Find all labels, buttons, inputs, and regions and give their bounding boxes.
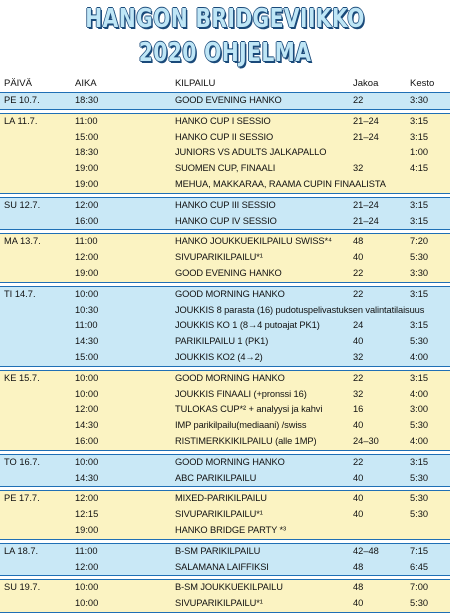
time-cell: 19:00	[75, 163, 99, 174]
day-block	[0, 233, 450, 282]
deals-cell: 40	[353, 509, 364, 520]
duration-cell: 5:30	[410, 472, 429, 483]
table-row	[0, 161, 450, 177]
table-row	[0, 455, 450, 471]
event-cell: TULOKAS CUP*² + analyysi ja kahvi	[175, 404, 323, 415]
day-label: MA 13.7.	[4, 236, 41, 247]
table-row	[0, 114, 450, 130]
table-row	[0, 266, 450, 282]
event-cell: HANKO JOUKKUEKILPAILU SWISS*⁴	[175, 236, 332, 247]
event-cell: HANKO CUP IV SESSIO	[175, 215, 277, 226]
event-cell: SIVUPARIKILPAILU*¹	[175, 252, 263, 263]
duration-cell: 3:15	[410, 199, 429, 210]
day-block	[0, 92, 450, 110]
table-row	[0, 318, 450, 334]
table-row	[0, 214, 450, 230]
duration-cell: 5:30	[410, 252, 429, 263]
duration-cell: 5:30	[410, 598, 429, 609]
event-cell: JOUKKIS 8 parasta (16) pudotuspelivastuksen valintatilaisuus	[175, 304, 425, 315]
day-block	[0, 454, 450, 488]
event-cell: GOOD EVENING HANKO	[175, 267, 282, 278]
table-row	[0, 523, 450, 539]
time-cell: 12:00	[75, 404, 99, 415]
time-cell: 19:00	[75, 267, 99, 278]
deals-cell: 40	[353, 252, 364, 263]
deals-cell: 48	[353, 236, 364, 247]
table-row	[0, 234, 450, 250]
day-label: PE 17.7.	[4, 493, 40, 504]
event-cell: HANKO CUP II SESSIO	[175, 131, 274, 142]
deals-cell: 21–24	[353, 215, 379, 226]
deals-cell: 22	[353, 95, 364, 105]
event-cell: GOOD MORNING HANKO	[175, 456, 285, 467]
time-cell: 11:00	[75, 236, 98, 247]
day-label: KE 15.7.	[4, 372, 40, 383]
title-line-2: 2020 OHJELMA	[138, 38, 312, 68]
deals-cell: 40	[353, 420, 364, 431]
deals-cell: 40	[353, 472, 364, 483]
duration-cell: 5:30	[410, 420, 429, 431]
table-row	[0, 491, 450, 507]
table-row	[0, 596, 450, 612]
duration-cell: 6:45	[410, 561, 429, 572]
time-cell: 10:00	[75, 388, 99, 399]
deals-cell: 21–24	[353, 115, 379, 126]
table-row	[0, 418, 450, 434]
table-row	[0, 303, 450, 319]
table-row	[0, 544, 450, 560]
deals-cell: 48	[353, 582, 364, 593]
deals-cell: 32	[353, 163, 364, 174]
event-cell: SUOMEN CUP, FINAALI	[175, 163, 276, 174]
time-cell: 10:30	[75, 304, 99, 315]
event-cell: RISTIMERKKIKILPAILU (alle 1MP)	[175, 435, 317, 446]
event-cell: SALAMANA LAIFFIKSI	[175, 561, 269, 572]
duration-cell: 5:30	[410, 509, 429, 520]
day-label: LA 18.7.	[4, 545, 39, 556]
table-row	[0, 434, 450, 450]
time-cell: 14:30	[75, 420, 99, 431]
deals-cell: 22	[353, 267, 364, 278]
table-row	[0, 471, 450, 487]
duration-cell: 5:30	[410, 493, 429, 504]
table-row	[0, 387, 450, 403]
time-cell: 10:00	[75, 372, 99, 383]
table-row	[0, 580, 450, 596]
day-block	[0, 490, 450, 539]
time-cell: 18:30	[75, 95, 99, 105]
deals-cell: 48	[353, 561, 364, 572]
time-cell: 10:00	[75, 582, 99, 593]
duration-cell: 1:00	[410, 147, 429, 158]
header-day: PÄIVÄ	[4, 78, 32, 89]
day-label: LA 11.7.	[4, 115, 38, 126]
time-cell: 12:00	[75, 493, 99, 504]
duration-cell: 4:00	[410, 388, 429, 399]
duration-cell: 4:00	[410, 351, 429, 362]
table-row	[0, 93, 450, 109]
table-row	[0, 177, 450, 193]
time-cell: 15:00	[75, 351, 99, 362]
event-cell: GOOD MORNING HANKO	[175, 288, 285, 299]
table-row	[0, 350, 450, 366]
deals-cell: 22	[353, 456, 364, 467]
duration-cell: 3:15	[410, 215, 429, 226]
event-cell: JOUKKIS KO 1 (8→4 putoajat PK1)	[175, 320, 320, 331]
deals-cell: 40	[353, 336, 364, 347]
time-cell: 12:00	[75, 561, 99, 572]
event-cell: SIVUPARIKILPAILU*¹	[175, 509, 263, 520]
duration-cell: 3:15	[410, 288, 429, 299]
deals-cell: 22	[353, 288, 364, 299]
time-cell: 14:30	[75, 336, 99, 347]
table-row	[0, 402, 450, 418]
day-block	[0, 197, 450, 231]
deals-cell: 21–24	[353, 199, 379, 210]
day-block	[0, 286, 450, 367]
time-cell: 10:00	[75, 598, 99, 609]
header-time: AIKA	[75, 78, 97, 89]
table-row	[0, 287, 450, 303]
event-cell: JOUKKIS FINAALI (+pronssi 16)	[175, 388, 307, 399]
time-cell: 11:00	[75, 545, 98, 556]
time-cell: 19:00	[75, 178, 99, 189]
event-cell: MEHUA, MAKKARAA, RAAMA CUPIN FINAALISTA	[175, 178, 386, 189]
day-label: SU 12.7.	[4, 199, 41, 210]
deals-cell: 40	[353, 598, 364, 609]
duration-cell: 3:30	[410, 267, 429, 278]
duration-cell: 7:15	[410, 545, 429, 556]
duration-cell: 4:00	[410, 435, 429, 446]
event-cell: B-SM JOUKKUEKILPAILU	[175, 582, 283, 593]
time-cell: 15:00	[75, 131, 99, 142]
event-cell: B-SM PARIKILPAILU	[175, 545, 261, 556]
table-row	[0, 334, 450, 350]
event-cell: GOOD MORNING HANKO	[175, 372, 285, 383]
time-cell: 14:30	[75, 472, 99, 483]
time-cell: 11:00	[75, 115, 98, 126]
day-label: TO 16.7.	[4, 456, 41, 467]
duration-cell: 3:00	[410, 404, 429, 415]
header-deals: Jakoa	[353, 78, 379, 89]
event-cell: ABC PARIKILPAILU	[175, 472, 257, 483]
duration-cell: 3:15	[410, 115, 429, 126]
deals-cell: 21–24	[353, 131, 379, 142]
deals-cell: 24–30	[353, 435, 379, 446]
duration-cell: 3:30	[410, 95, 429, 105]
time-cell: 12:15	[75, 509, 99, 520]
event-cell: JOUKKIS KO2 (4→2)	[175, 351, 263, 362]
deals-cell: 32	[353, 351, 364, 362]
time-cell: 11:00	[75, 320, 98, 331]
duration-cell: 5:30	[410, 336, 429, 347]
duration-cell: 3:15	[410, 131, 429, 142]
time-cell: 19:00	[75, 524, 99, 535]
time-cell: 12:00	[75, 252, 99, 263]
duration-cell: 3:15	[410, 456, 429, 467]
duration-cell: 7:00	[410, 582, 429, 593]
time-cell: 16:00	[75, 435, 99, 446]
time-cell: 18:30	[75, 147, 99, 158]
time-cell: 10:00	[75, 456, 99, 467]
table-row	[0, 198, 450, 214]
event-cell: HANKO BRIDGE PARTY *³	[175, 524, 287, 535]
table-header	[0, 75, 450, 93]
event-cell: GOOD EVENING HANKO	[175, 95, 282, 105]
day-block	[0, 579, 450, 613]
day-block	[0, 543, 450, 577]
duration-cell: 4:15	[410, 163, 429, 174]
event-cell: PARIKILPAILU 1 (PK1)	[175, 336, 269, 347]
deals-cell: 24	[353, 320, 364, 331]
day-label: SU 19.7.	[4, 582, 41, 593]
deals-cell: 40	[353, 493, 364, 504]
duration-cell: 7:20	[410, 236, 429, 247]
deals-cell: 22	[353, 372, 364, 383]
day-block	[0, 370, 450, 451]
schedule-table	[0, 92, 450, 616]
table-row	[0, 130, 450, 146]
table-row	[0, 145, 450, 161]
table-row	[0, 250, 450, 266]
table-row	[0, 507, 450, 523]
deals-cell: 32	[353, 388, 364, 399]
day-label: PE 10.7.	[4, 95, 40, 105]
duration-cell: 3:15	[410, 320, 429, 331]
header-duration: Kesto	[410, 78, 435, 89]
event-cell: HANKO CUP I SESSIO	[175, 115, 271, 126]
header-event: KILPAILU	[175, 78, 216, 89]
event-cell: HANKO CUP III SESSIO	[175, 199, 276, 210]
event-cell: IMP parikilpailu(mediaani) /swiss	[175, 420, 307, 431]
deals-cell: 16	[353, 404, 364, 415]
day-label: TI 14.7.	[4, 288, 36, 299]
table-row	[0, 371, 450, 387]
event-cell: JUNIORS VS ADULTS JALKAPALLO	[175, 147, 327, 158]
time-cell: 12:00	[75, 199, 99, 210]
deals-cell: 42–48	[353, 545, 379, 556]
title-line-1: HANGON BRIDGEVIIKKO	[85, 4, 365, 34]
event-cell: SIVUPARIKILPAILU*¹	[175, 598, 263, 609]
time-cell: 16:00	[75, 215, 99, 226]
event-cell: MIXED-PARIKILPAILU	[175, 493, 267, 504]
day-block	[0, 113, 450, 194]
time-cell: 10:00	[75, 288, 99, 299]
table-row	[0, 560, 450, 576]
duration-cell: 3:15	[410, 372, 429, 383]
